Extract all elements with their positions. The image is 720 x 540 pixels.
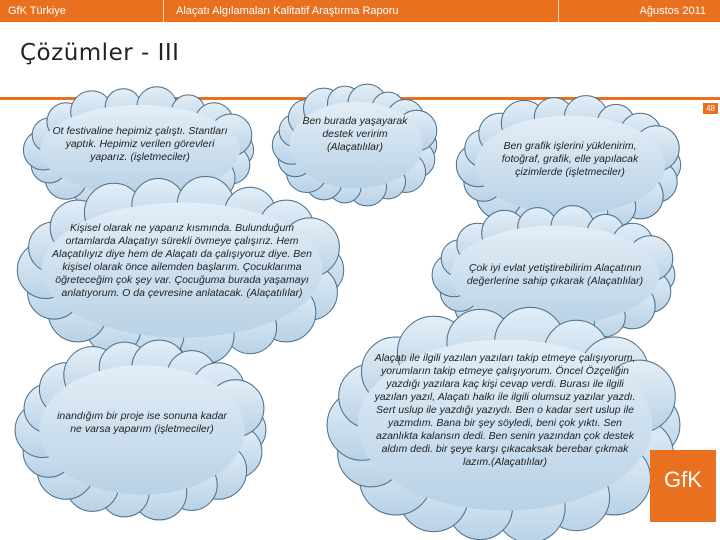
cloud-text-festival: Ot festivaline hepimiz çalıştı. Stantları yaptık. Hepimiz verilen görevleri yaparız. (işletmeciler) — [52, 125, 228, 163]
logo-text: GfK — [664, 467, 702, 492]
header-report-title: Alaçatı Algılamaları Kalitatif Araştırma Raporu — [176, 5, 399, 17]
page-number: 48 — [703, 103, 718, 114]
cloud-text-graphics: Ben grafik işlerini yüklenirim, fotoğraf, grafik, elle yapılacak çizimlerde (işletmeciler) — [501, 140, 639, 178]
cloud-text-articles: Alaçatı ile ilgili yazılan yazıları takip etmeye çalışıyorum, yorumların takip etmeye çalışıyorum. Öncel Özçeliğin yazdığı yazılara kaç kişi cevap verdi. Burası ile ilgili yazılan yazıl, Alaçatı halkı ile ilgili olumsuz yazılar yazdı. Sert uslup ile yazdığı yazıydı. Ben o kadar sert uslup ile yazmdım. Bana bir şey söyledi, beni çok yıktı. Sen azanlıkta kalansın dedi. Ben senin yazından çok destek aldım dedi. bir şeye karşı çıkacaksak berebar çıkmak lazım.(Alaçatılılar) — [374, 352, 636, 468]
cloud-text-personal: Kişisel olarak ne yaparız kısmında. Bulunduğum ortamlarda Alaçatıyı sürekli övmeye çalışırız. Hem Alaçatılıyız diye hem de Alaçatı da çalışıyoruz diye. Ben kişisel olarak önce ailemden başlarım. Çocuklarıma öğreteceğim çok şey var. Çocuğuma burada yaşamayı anlatıyorum. O da çevresine anlatacak. (Alaçatılılar) — [52, 222, 312, 299]
cloud-text-child: Çok iyi evlat yetiştirebilirim Alaçatının değerlerine sahip çıkarak (Alaçatılılar) — [466, 262, 644, 287]
cloud-text-support: Ben burada yaşayarak destek veririm (Alaçatılılar) — [302, 115, 408, 153]
page-title: Çözümler - III — [20, 40, 180, 66]
header-company: GfK Türkiye — [8, 5, 66, 17]
header-date: Ağustos 2011 — [639, 5, 706, 17]
gfk-logo — [650, 450, 716, 522]
cloud-text-project: inandığım bir proje ise sonuna kadar ne varsa yaparım (işletmeciler) — [57, 410, 227, 435]
